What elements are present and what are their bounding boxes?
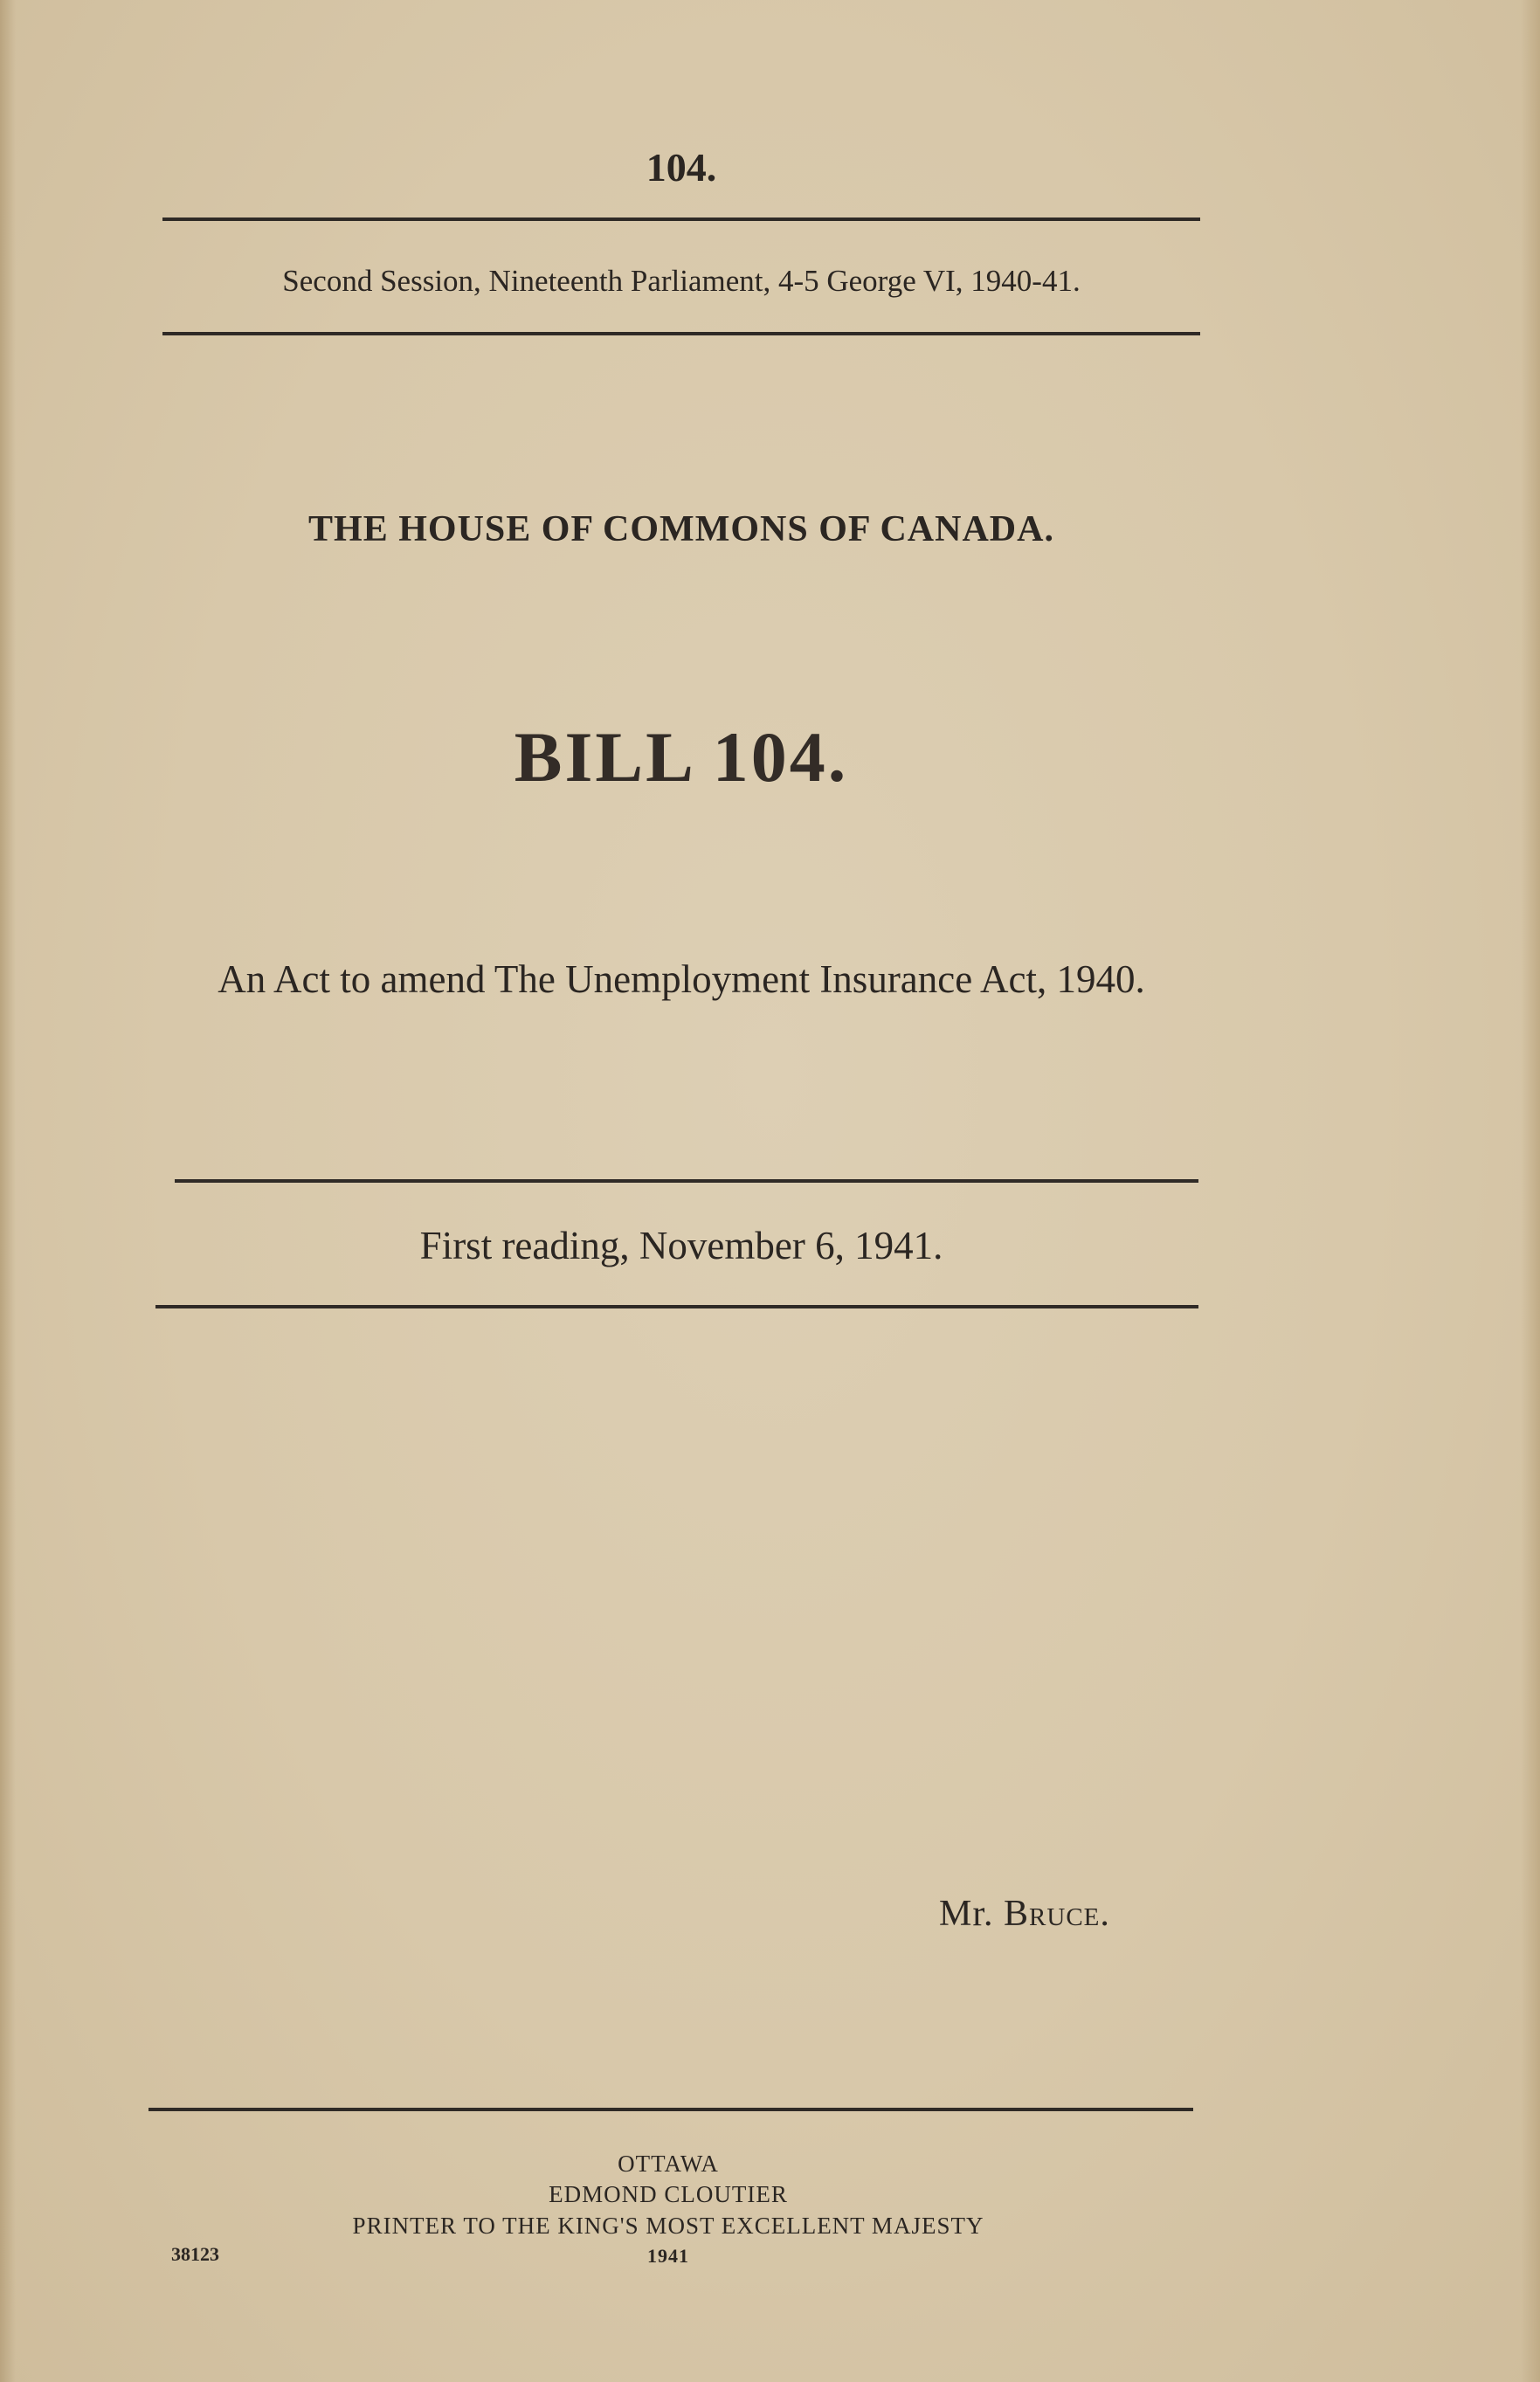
rule-imprint [148, 2108, 1193, 2111]
rule-reading-top [175, 1179, 1198, 1183]
act-title: An Act to amend The Unemployment Insurance Act, 1940. [218, 957, 1145, 1001]
imprint-year: 1941 [647, 2245, 689, 2267]
sponsor-prefix: Mr. [939, 1894, 1005, 1934]
page-edge-right [1521, 0, 1540, 2382]
imprint-printer-title: PRINTER TO THE KING'S MOST EXCELLENT MAJESTY [352, 2213, 984, 2239]
bill-title: BILL 104. [514, 717, 849, 797]
sponsor [939, 1893, 1110, 1935]
bill-number-header: 104. [646, 145, 717, 190]
house-title: THE HOUSE OF COMMONS OF CANADA. [308, 509, 1054, 549]
session-line: Second Session, Nineteenth Parliament, 4-5 George VI, 1940-41. [282, 264, 1081, 298]
rule-top [162, 217, 1200, 221]
page-edge-left [0, 0, 16, 2382]
imprint-printer-name: EDMOND CLOUTIER [549, 2181, 788, 2207]
print-code: 38123 [171, 2243, 219, 2265]
imprint-city: OTTAWA [618, 2151, 719, 2177]
sponsor-name: Bruce. [1004, 1894, 1110, 1934]
rule-reading-bottom [155, 1305, 1198, 1308]
rule-session [162, 332, 1200, 335]
first-reading: First reading, November 6, 1941. [419, 1224, 943, 1267]
